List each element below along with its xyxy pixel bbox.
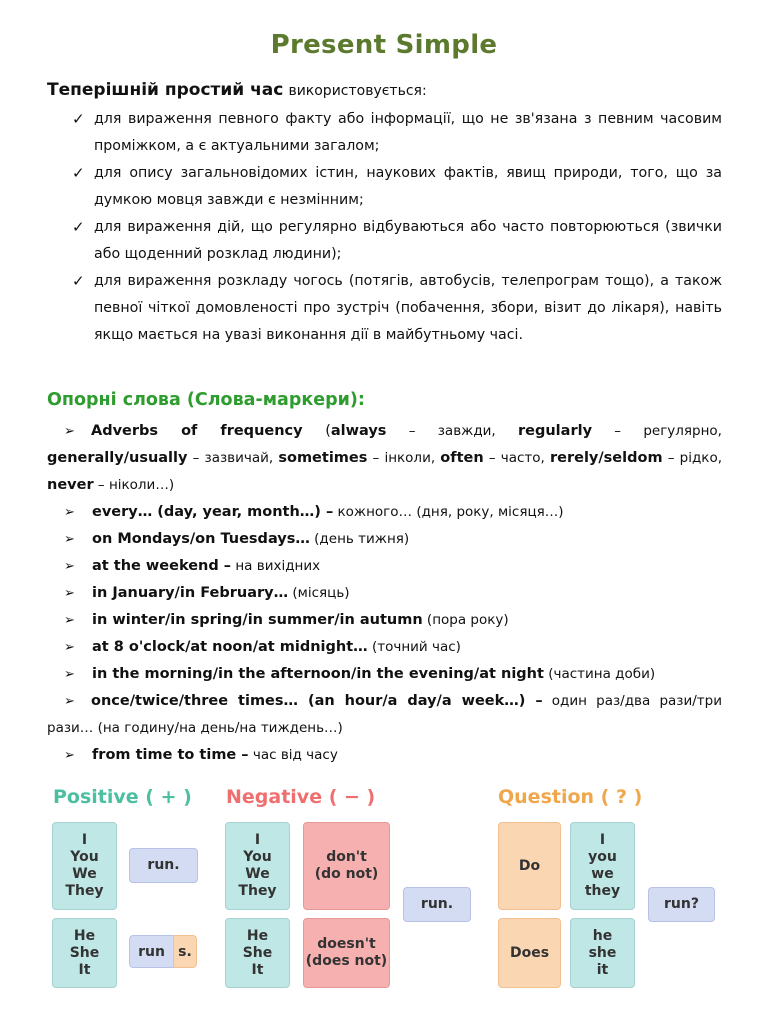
- negative-pronouns-plural: I You We They: [225, 822, 290, 910]
- negative-aux-dont: don't (do not): [303, 822, 390, 910]
- marker-en: every… (day, year, month…) –: [92, 504, 334, 520]
- marker-en: once/twice/three times… (an hour/a day/a week…) –: [91, 693, 543, 709]
- marker-tr: – завжди,: [386, 423, 518, 439]
- marker-en: always: [330, 423, 387, 439]
- usage-item: [72, 214, 722, 268]
- marker-time: [47, 742, 722, 769]
- usage-text: для вираження певного факту або інформації, що не зв'язана з певним часовим проміжком, а є актуальними загалом;: [94, 111, 722, 154]
- arrow-icon: ➢: [64, 532, 75, 547]
- marker-en: sometimes: [278, 450, 368, 466]
- arrow-icon: ➢: [64, 424, 75, 439]
- marker-tr: один раз/два рази/три рази… (на годину/на день/на тиждень…): [47, 693, 722, 736]
- marker-once: [47, 688, 722, 742]
- marker-january: [47, 580, 722, 607]
- arrow-icon: ➢: [64, 586, 75, 601]
- question-pronouns-singular: he she it: [570, 918, 635, 988]
- negative-pronouns-singular: He She It: [225, 918, 290, 988]
- marker-tr: – інколи,: [367, 450, 441, 466]
- arrow-icon: ➢: [64, 613, 75, 628]
- question-verb: run?: [648, 887, 715, 922]
- usage-list: [72, 106, 722, 349]
- positive-pronouns-plural: I You We They: [52, 822, 117, 910]
- usage-text: для вираження розкладу чогось (потягів, автобусів, телепрограм тощо), а також певної чіткої домовленості про зустріч (побачення, збори, візит до лікаря), навіть якщо мається на увазі виконання дії в майбутньому часі.: [94, 273, 722, 343]
- usage-item: [72, 106, 722, 160]
- marker-tr: час від часу: [248, 747, 338, 763]
- marker-en: on Mondays/on Tuesdays…: [92, 531, 310, 547]
- marker-oclock: [47, 634, 722, 661]
- marker-tr: (місяць): [288, 585, 350, 601]
- negative-heading: Negative ( − ): [226, 786, 376, 808]
- intro-line: [47, 80, 427, 100]
- marker-morning: [47, 661, 722, 688]
- question-heading: Question ( ? ): [498, 786, 643, 808]
- marker-en: at 8 o'clock/at noon/at midnight…: [92, 639, 368, 655]
- marker-en: often: [440, 450, 484, 466]
- marker-tr: на вихідних: [231, 558, 321, 574]
- page-title: Present Simple: [270, 30, 498, 60]
- marker-en: in the morning/in the afternoon/in the evening/at night: [92, 666, 544, 682]
- marker-en: generally/usually: [47, 450, 188, 466]
- question-aux-do: Do: [498, 822, 561, 910]
- marker-tr: – ніколи…): [93, 477, 175, 493]
- arrow-icon: ➢: [64, 667, 75, 682]
- markers-heading: Опорні слова (Слова-маркери):: [47, 390, 365, 410]
- marker-tr: – рідко,: [662, 450, 722, 466]
- positive-pronouns-singular: He She It: [52, 918, 117, 988]
- arrow-icon: ➢: [64, 694, 75, 709]
- marker-tr: (день тижня): [309, 531, 410, 547]
- marker-en: Adverbs of frequency: [91, 423, 303, 439]
- intro-rest: використовується:: [288, 83, 427, 99]
- marker-every: [47, 499, 722, 526]
- positive-verb-s: s.: [173, 935, 197, 968]
- check-icon: ✓: [72, 218, 85, 236]
- marker-en: rerely/seldom: [549, 450, 663, 466]
- marker-en: regularly: [518, 423, 593, 439]
- check-icon: ✓: [72, 164, 85, 182]
- marker-tr: (пора року): [422, 612, 509, 628]
- usage-text: для опису загальновідомих істин, наукових фактів, явищ природи, того, що за думкою мовця завжди є незмінним;: [94, 165, 722, 208]
- marker-tr: (точний час): [367, 639, 461, 655]
- negative-verb: run.: [403, 887, 471, 922]
- markers-list: [47, 418, 722, 769]
- check-icon: ✓: [72, 110, 85, 128]
- marker-en: at the weekend –: [92, 558, 232, 574]
- question-aux-does: Does: [498, 918, 561, 988]
- arrow-icon: ➢: [64, 505, 75, 520]
- positive-verb-ending: [129, 935, 197, 968]
- marker-tr: (частина доби): [543, 666, 656, 682]
- marker-adverbs: [47, 418, 722, 499]
- intro-bold: Теперішній простий час: [47, 80, 284, 100]
- marker-tr: кожного… (дня, року, місяця…): [333, 504, 564, 520]
- marker-punct: (: [302, 423, 331, 439]
- marker-tr: – часто,: [483, 450, 550, 466]
- positive-verb: run.: [129, 848, 198, 883]
- marker-tr: – зазвичай,: [187, 450, 279, 466]
- usage-item: [72, 160, 722, 214]
- usage-text: для вираження дій, що регулярно відбуваються або часто повторюються (звички або щоденний розклад людини);: [94, 219, 722, 262]
- arrow-icon: ➢: [64, 748, 75, 763]
- marker-winter: [47, 607, 722, 634]
- negative-aux-doesnt: doesn't (does not): [303, 918, 390, 988]
- marker-en: in January/in February…: [92, 585, 289, 601]
- arrow-icon: ➢: [64, 559, 75, 574]
- marker-en: in winter/in spring/in summer/in autumn: [92, 612, 423, 628]
- positive-heading: Positive ( + ): [53, 786, 192, 808]
- marker-tr: – регулярно,: [592, 423, 722, 439]
- marker-en: never: [47, 477, 94, 493]
- usage-item: [72, 268, 722, 349]
- check-icon: ✓: [72, 272, 85, 290]
- marker-mondays: [47, 526, 722, 553]
- marker-weekend: [47, 553, 722, 580]
- arrow-icon: ➢: [64, 640, 75, 655]
- marker-en: from time to time –: [92, 747, 249, 763]
- question-pronouns-plural: I you we they: [570, 822, 635, 910]
- positive-verb-root: run: [129, 935, 173, 968]
